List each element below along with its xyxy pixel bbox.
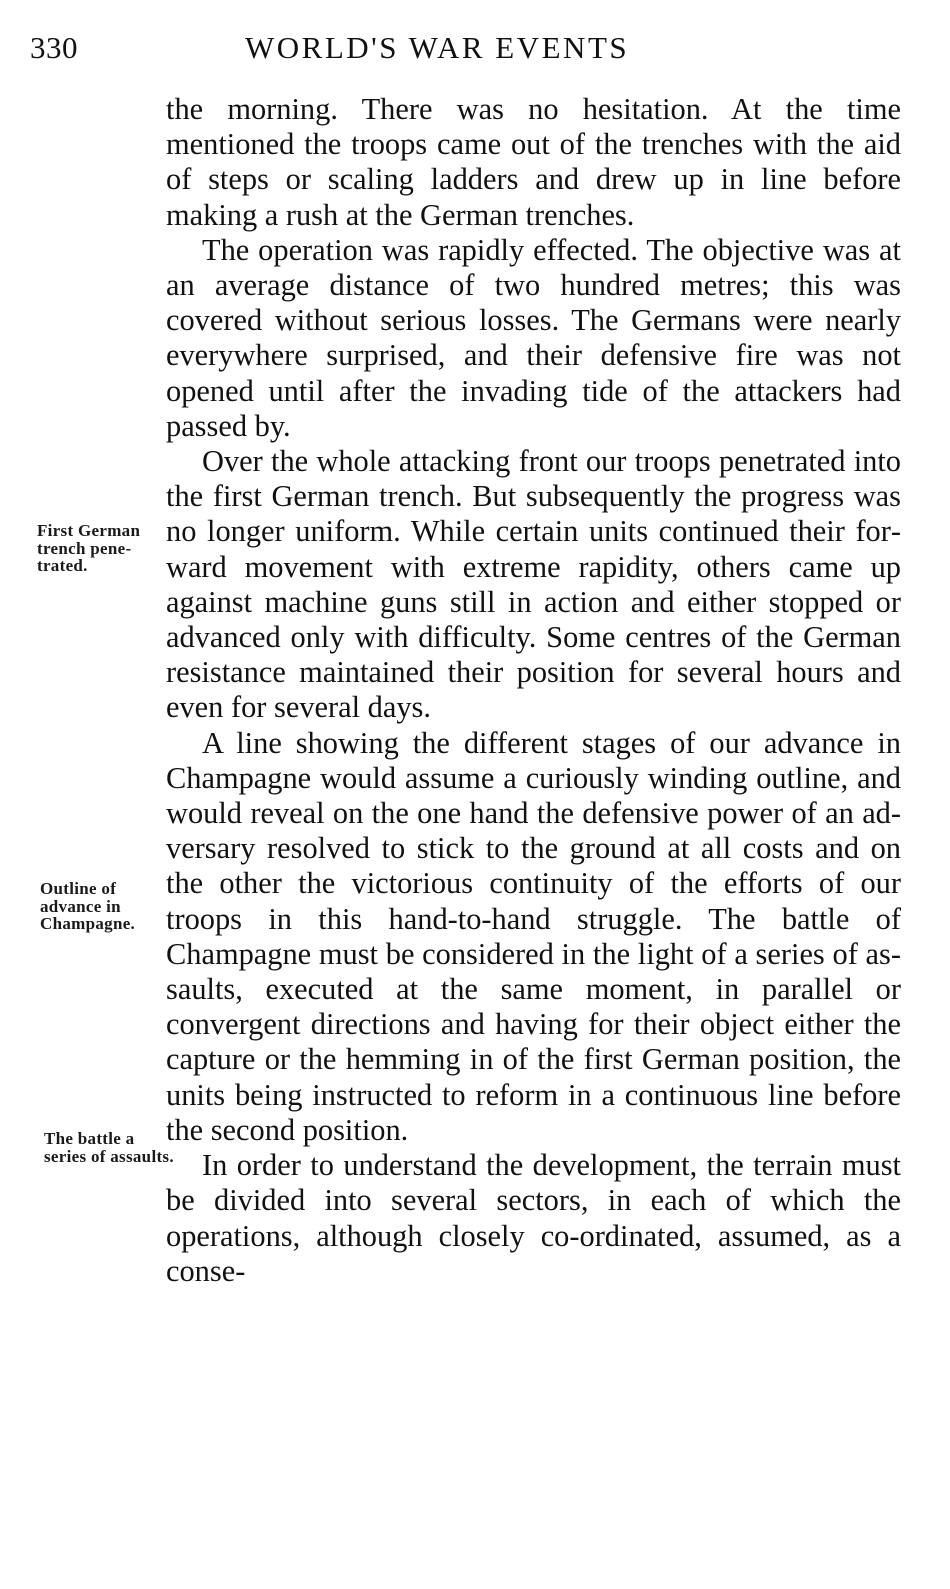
page-number: 330	[30, 30, 78, 65]
margin-note-battle-assaults: The battle a series of assaults.	[44, 1129, 174, 1166]
paragraph-advance-outline: A line showing the different stages of our advance in Champagne would assume a curiously winding outline, and would reveal on the one hand the defensive power of an adversary resolved to stick to the ground at all costs and on the other the victorious continuity of the efforts of our troops in this hand-to-hand struggle. The battle of Champagne must be considered in the light of a series of assaults, executed at the same moment, in parallel or convergent directions and having for their object either the capture or the hemming in of the first German position, the units being instructed to reform in a continuous line before the second position.	[166, 725, 901, 1147]
page-header	[30, 30, 920, 70]
body-text	[166, 92, 901, 1289]
running-title: WORLD'S WAR EVENTS	[245, 30, 630, 65]
paragraph-first-trench: Over the whole attacking front our troops penetrated into the first German trench. But subsequently the progress was no longer uniform. While certain units continued their forward movement with extreme rapidity, others came up against machine guns still in action and either stopped or advanced only with difficulty. Some centres of the German resistance maintained their position for several hours and even for several days.	[166, 444, 901, 725]
margin-note-outline-advance: Outline of advance in Champagne.	[40, 879, 136, 933]
margin-note-first-trench: First German trench penetrated.	[37, 521, 141, 575]
paragraph-operation: The operation was rapidly effected. The objective was at an average distance of two hundred metres; this was covered without serious losses. The Germans were nearly everywhere surprised, and their defensive fire was not opened until after the invading tide of the attackers had passed by.	[166, 232, 901, 443]
paragraph-continued: the morning. There was no hesitation. At the time mentioned the troops came out of the trenches with the aid of steps or scaling ladders and drew up in line before making a rush at the German trenches.	[166, 92, 901, 232]
paragraph-sectors: In order to understand the development, the terrain must be divided into several sectors, in each of which the operations, although closely co-ordinated, assumed, as a conse-	[166, 1148, 901, 1288]
